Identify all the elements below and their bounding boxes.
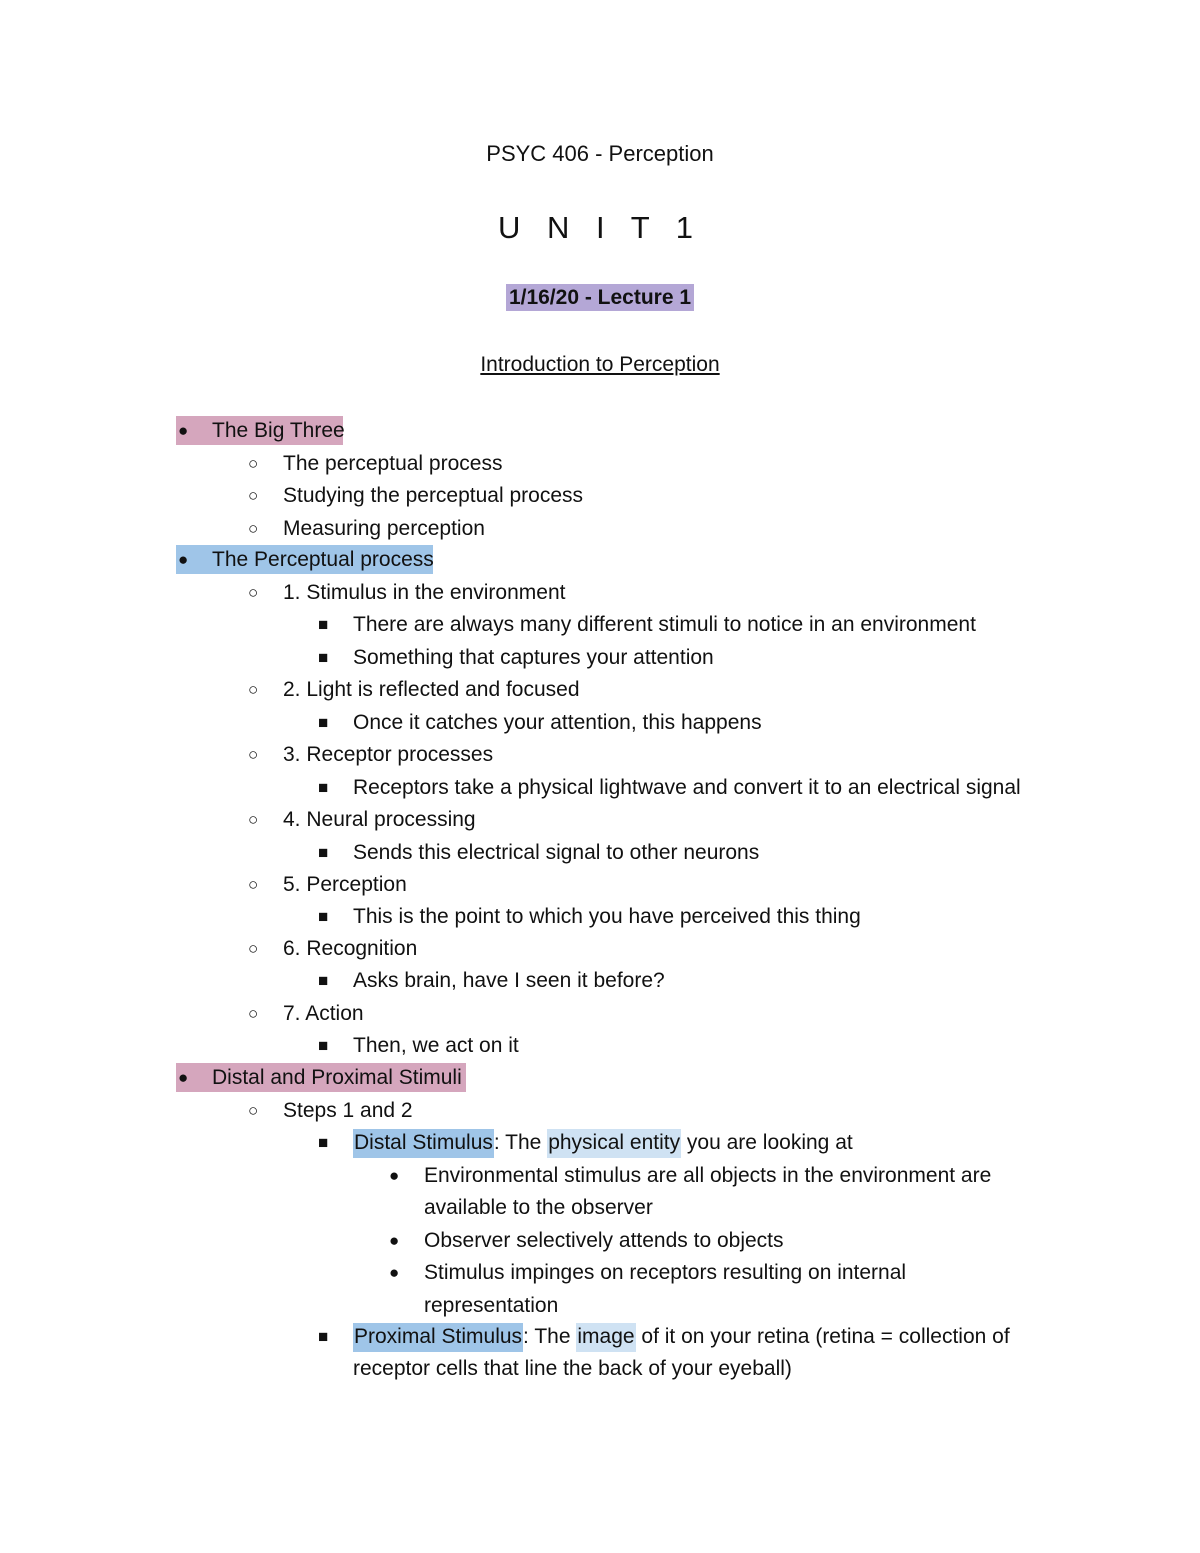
list-item <box>353 1324 1010 1350</box>
text-span: : The <box>523 1325 577 1348</box>
list-item: Then, we act on it <box>353 1034 519 1057</box>
term-highlight: Distal Stimulus <box>353 1129 494 1158</box>
square-bullet-icon: ■ <box>318 1133 329 1152</box>
list-item: The perceptual process <box>283 452 503 475</box>
list-item: 2. Light is reflected and focused <box>283 678 580 701</box>
list-item-continuation: available to the observer <box>424 1196 653 1219</box>
list-item: Receptors take a physical lightwave and convert it to an electrical signal <box>353 776 1021 799</box>
text-highlight: image <box>576 1323 635 1352</box>
term-highlight: Proximal Stimulus <box>353 1323 523 1352</box>
bullet-icon: ● <box>178 421 189 440</box>
circle-bullet-icon: ○ <box>248 583 259 602</box>
circle-bullet-icon: ○ <box>248 745 259 764</box>
circle-bullet-icon: ○ <box>248 454 259 473</box>
text-highlight: physical entity <box>547 1129 681 1158</box>
list-item-continuation: representation <box>424 1294 559 1317</box>
square-bullet-icon: ■ <box>318 907 329 926</box>
circle-bullet-icon: ○ <box>248 875 259 894</box>
list-item: Environmental stimulus are all objects in the environment are <box>424 1164 992 1187</box>
list-item: Stimulus impinges on receptors resulting on internal <box>424 1261 907 1284</box>
circle-bullet-icon: ○ <box>248 810 259 829</box>
square-bullet-icon: ■ <box>318 778 329 797</box>
list-item: Steps 1 and 2 <box>283 1099 413 1122</box>
list-item: Studying the perceptual process <box>283 484 584 507</box>
text-span: you are looking at <box>681 1131 853 1154</box>
bullet-icon: ● <box>178 1068 189 1087</box>
lecture-heading <box>0 286 1200 310</box>
text-span: : The <box>493 1131 548 1154</box>
list-item: Once it catches your attention, this happens <box>353 711 762 734</box>
circle-bullet-icon: ○ <box>248 1004 259 1023</box>
square-bullet-icon: ■ <box>318 843 329 862</box>
list-item: 4. Neural processing <box>283 808 476 831</box>
list-item <box>353 1130 853 1156</box>
circle-bullet-icon: ○ <box>248 1101 259 1120</box>
list-item: There are always many different stimuli to notice in an environment <box>353 613 976 636</box>
list-item: Observer selectively attends to objects <box>424 1229 784 1252</box>
section-title: The Perceptual process <box>212 548 434 571</box>
square-bullet-icon: ■ <box>318 1327 329 1346</box>
dot-bullet-icon: ● <box>389 1263 400 1282</box>
lecture-label: 1/16/20 - Lecture 1 <box>506 284 694 311</box>
section-title: Distal and Proximal Stimuli <box>212 1066 462 1089</box>
list-item-continuation: receptor cells that line the back of your eyeball) <box>353 1357 792 1380</box>
square-bullet-icon: ■ <box>318 1036 329 1055</box>
square-bullet-icon: ■ <box>318 648 329 667</box>
square-bullet-icon: ■ <box>318 713 329 732</box>
course-title: PSYC 406 - Perception <box>486 141 714 166</box>
circle-bullet-icon: ○ <box>248 680 259 699</box>
list-item: 5. Perception <box>283 873 407 896</box>
bullet-icon: ● <box>178 550 189 569</box>
topic-heading: Introduction to Perception <box>480 353 720 376</box>
square-bullet-icon: ■ <box>318 971 329 990</box>
text-span: of it on your retina (retina = collection of <box>635 1325 1010 1348</box>
list-item: 1. Stimulus in the environment <box>283 581 566 604</box>
list-item: Sends this electrical signal to other neurons <box>353 841 760 864</box>
list-item: Something that captures your attention <box>353 646 714 669</box>
circle-bullet-icon: ○ <box>248 939 259 958</box>
list-item: 6. Recognition <box>283 937 418 960</box>
dot-bullet-icon: ● <box>389 1166 400 1185</box>
section-title: The Big Three <box>212 419 345 442</box>
list-item: 7. Action <box>283 1002 364 1025</box>
dot-bullet-icon: ● <box>389 1231 400 1250</box>
circle-bullet-icon: ○ <box>248 486 259 505</box>
unit-heading: U N I T 1 <box>498 210 702 245</box>
list-item: Asks brain, have I seen it before? <box>353 969 665 992</box>
circle-bullet-icon: ○ <box>248 519 259 538</box>
list-item: 3. Receptor processes <box>283 743 494 766</box>
list-item: This is the point to which you have perceived this thing <box>353 905 861 928</box>
square-bullet-icon: ■ <box>318 615 329 634</box>
list-item: Measuring perception <box>283 517 485 540</box>
